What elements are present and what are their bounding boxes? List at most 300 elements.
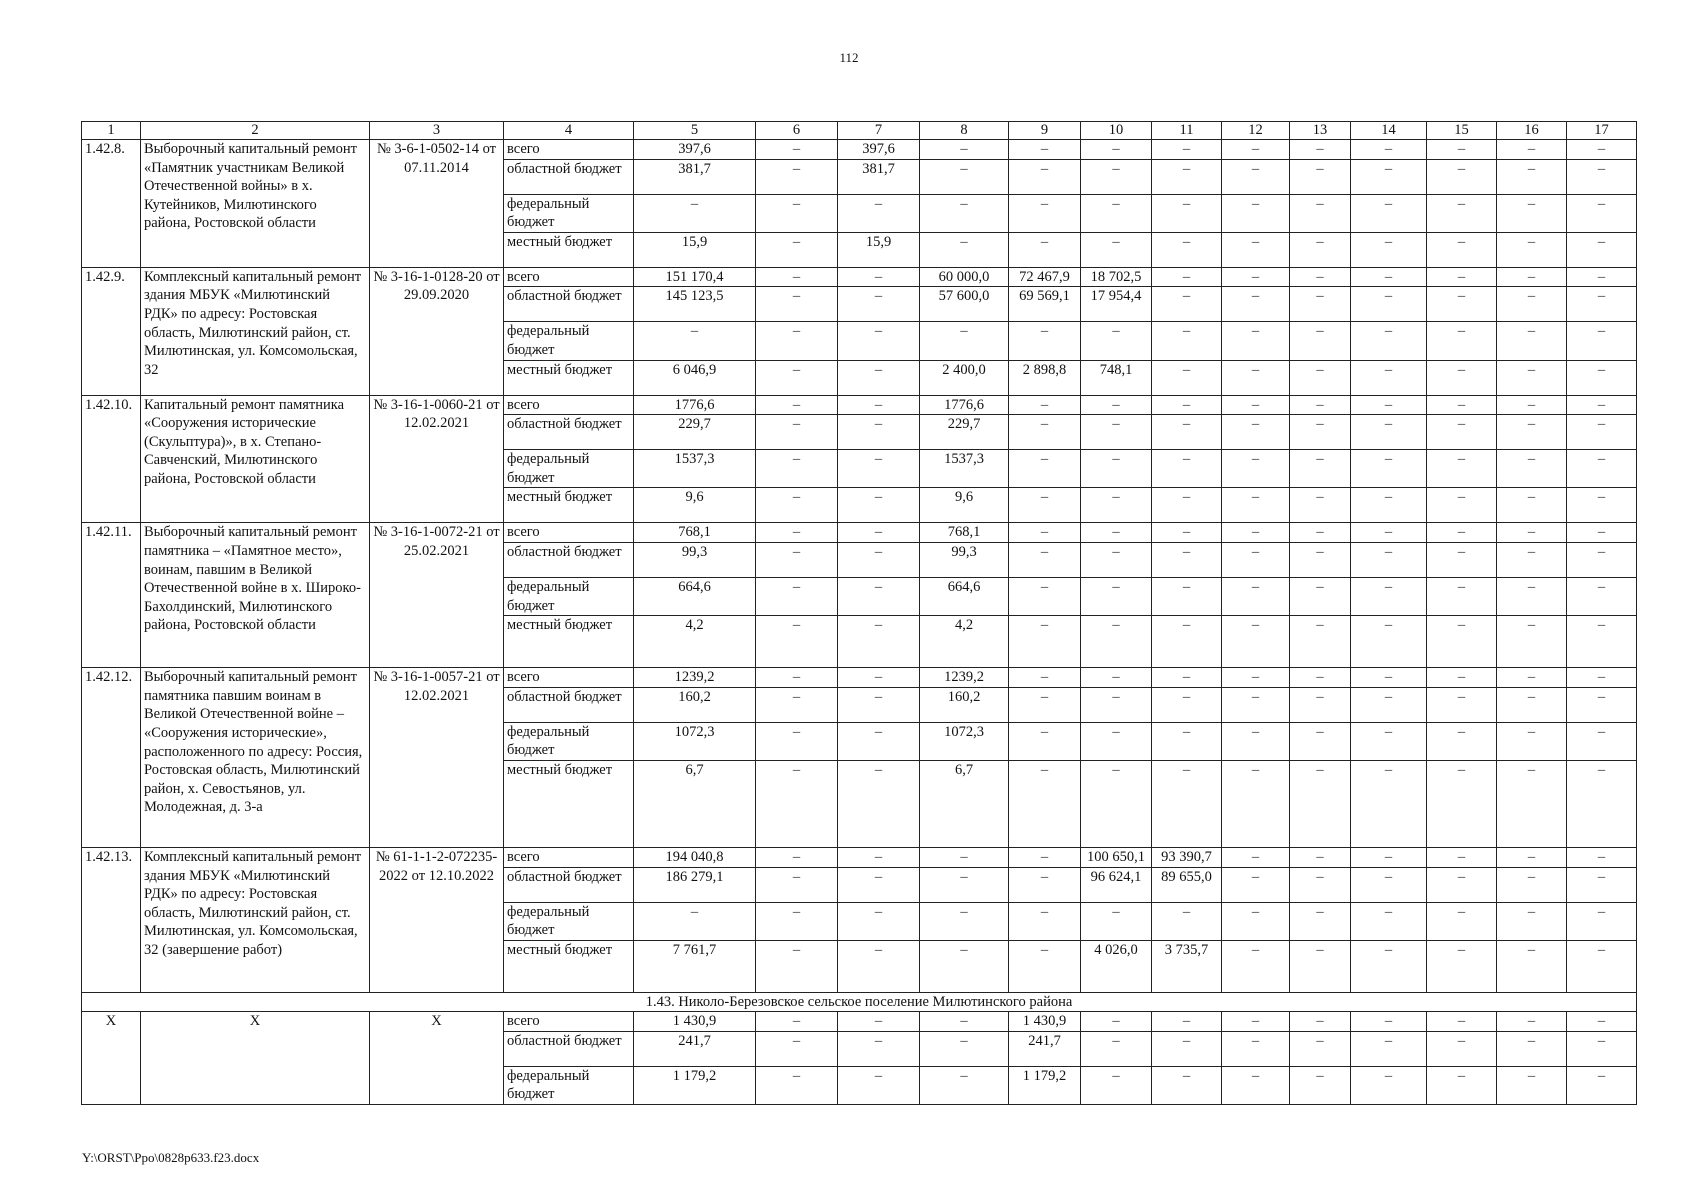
value-cell: – <box>920 867 1009 902</box>
value-cell: 241,7 <box>634 1031 756 1066</box>
value-cell: – <box>756 542 838 577</box>
value-cell: – <box>1222 616 1290 668</box>
funding-source: федеральный бюджет <box>504 722 634 760</box>
value-cell: – <box>1081 159 1152 194</box>
table-row <box>82 140 1637 160</box>
value-cell: 241,7 <box>1009 1031 1081 1066</box>
value-cell: – <box>1351 687 1427 722</box>
value-cell: – <box>1081 232 1152 267</box>
value-cell: 397,6 <box>838 140 920 160</box>
value-cell: 9,6 <box>920 488 1009 523</box>
value-cell: – <box>838 360 920 395</box>
value-cell: – <box>1222 360 1290 395</box>
value-cell: – <box>1351 1066 1427 1104</box>
value-cell: – <box>1351 1031 1427 1066</box>
value-cell: – <box>1290 722 1351 760</box>
value-cell: – <box>1351 322 1427 360</box>
value-cell: – <box>1009 523 1081 543</box>
value-cell: – <box>1290 940 1351 992</box>
funding-source: местный бюджет <box>504 940 634 992</box>
value-cell: – <box>920 322 1009 360</box>
value-cell: 9,6 <box>634 488 756 523</box>
value-cell: 6,7 <box>634 760 756 847</box>
value-cell: – <box>1009 687 1081 722</box>
value-cell: 151 170,4 <box>634 267 756 287</box>
column-header: 12 <box>1222 122 1290 140</box>
value-cell: – <box>1222 194 1290 232</box>
value-cell: – <box>1427 867 1497 902</box>
value-cell: – <box>1290 140 1351 160</box>
value-cell: – <box>1009 450 1081 488</box>
column-header: 6 <box>756 122 838 140</box>
value-cell: – <box>756 616 838 668</box>
value-cell: – <box>838 287 920 322</box>
value-cell: 1537,3 <box>920 450 1009 488</box>
value-cell: – <box>1222 687 1290 722</box>
value-cell: – <box>1427 687 1497 722</box>
funding-source: всего <box>504 523 634 543</box>
value-cell: – <box>1290 322 1351 360</box>
value-cell: – <box>1290 847 1351 867</box>
value-cell: – <box>1152 450 1222 488</box>
value-cell: – <box>1351 450 1427 488</box>
value-cell: – <box>1222 577 1290 615</box>
value-cell: 145 123,5 <box>634 287 756 322</box>
value-cell: 381,7 <box>634 159 756 194</box>
value-cell: – <box>756 523 838 543</box>
value-cell: – <box>838 760 920 847</box>
value-cell: – <box>838 847 920 867</box>
value-cell: – <box>1427 1031 1497 1066</box>
value-cell: – <box>1351 267 1427 287</box>
value-cell: – <box>1351 395 1427 415</box>
value-cell: 160,2 <box>634 687 756 722</box>
value-cell: 1072,3 <box>634 722 756 760</box>
funding-source: местный бюджет <box>504 760 634 847</box>
column-header: 17 <box>1567 122 1637 140</box>
value-cell: – <box>1081 322 1152 360</box>
value-cell: – <box>756 847 838 867</box>
value-cell: – <box>1081 542 1152 577</box>
value-cell: – <box>1497 267 1567 287</box>
value-cell: – <box>634 902 756 940</box>
table-body <box>82 122 1637 1105</box>
page-number: 112 <box>839 50 859 65</box>
value-cell: – <box>1351 542 1427 577</box>
value-cell: – <box>1351 760 1427 847</box>
value-cell: 229,7 <box>920 415 1009 450</box>
value-cell: – <box>1290 159 1351 194</box>
value-cell: – <box>1497 194 1567 232</box>
funding-source: местный бюджет <box>504 616 634 668</box>
column-header: 16 <box>1497 122 1567 140</box>
value-cell: 1239,2 <box>920 668 1009 688</box>
value-cell: – <box>838 450 920 488</box>
value-cell: – <box>1222 450 1290 488</box>
funding-source: областной бюджет <box>504 415 634 450</box>
value-cell: – <box>634 322 756 360</box>
value-cell: – <box>1497 232 1567 267</box>
value-cell: – <box>1222 940 1290 992</box>
column-header: 7 <box>838 122 920 140</box>
value-cell: – <box>1152 616 1222 668</box>
value-cell: – <box>1497 488 1567 523</box>
column-header: 8 <box>920 122 1009 140</box>
value-cell: – <box>1567 902 1637 940</box>
value-cell: – <box>1427 760 1497 847</box>
column-header: 3 <box>370 122 504 140</box>
value-cell: – <box>1222 232 1290 267</box>
value-cell: – <box>756 940 838 992</box>
value-cell: – <box>1567 668 1637 688</box>
value-cell: – <box>838 867 920 902</box>
value-cell: – <box>1497 1012 1567 1032</box>
value-cell: – <box>1427 722 1497 760</box>
value-cell: – <box>1152 488 1222 523</box>
value-cell: – <box>1152 360 1222 395</box>
value-cell: – <box>756 287 838 322</box>
value-cell: – <box>1351 1012 1427 1032</box>
value-cell: – <box>1427 668 1497 688</box>
value-cell: – <box>1351 140 1427 160</box>
project-document: № 3-6-1-0502-14 от 07.11.2014 <box>370 140 504 268</box>
value-cell: – <box>1497 322 1567 360</box>
value-cell: – <box>838 395 920 415</box>
value-cell: – <box>1427 940 1497 992</box>
value-cell: – <box>1152 415 1222 450</box>
value-cell: 1776,6 <box>634 395 756 415</box>
value-cell: – <box>1351 194 1427 232</box>
project-name: Комплексный капитальный ремонт здания МБУК «Милютинский РДК» по адресу: Ростовская область, Милютинский район, ст. Милютинская, ул. Комсомольская, 32 <box>141 267 370 395</box>
value-cell: – <box>1351 867 1427 902</box>
value-cell: – <box>1497 616 1567 668</box>
value-cell: – <box>1567 542 1637 577</box>
value-cell: 72 467,9 <box>1009 267 1081 287</box>
value-cell: – <box>1427 616 1497 668</box>
value-cell: – <box>838 194 920 232</box>
value-cell: – <box>1222 415 1290 450</box>
value-cell: – <box>1290 450 1351 488</box>
value-cell: – <box>838 940 920 992</box>
value-cell: – <box>1152 140 1222 160</box>
value-cell: 768,1 <box>634 523 756 543</box>
budget-table <box>81 121 1637 1105</box>
column-header: 2 <box>141 122 370 140</box>
value-cell: – <box>756 687 838 722</box>
column-header: 9 <box>1009 122 1081 140</box>
value-cell: – <box>1152 1031 1222 1066</box>
value-cell: – <box>1567 287 1637 322</box>
value-cell: – <box>838 415 920 450</box>
project-name: Капитальный ремонт памятника «Сооружения исторические (Скульптура)», в х. Степано-Савченский, Милютинского района, Ростовской области <box>141 395 370 523</box>
value-cell: – <box>756 395 838 415</box>
value-cell: – <box>1497 847 1567 867</box>
value-cell: – <box>1009 616 1081 668</box>
value-cell: – <box>1497 668 1567 688</box>
value-cell: 6,7 <box>920 760 1009 847</box>
value-cell: – <box>838 322 920 360</box>
value-cell: – <box>1081 523 1152 543</box>
value-cell: – <box>1497 687 1567 722</box>
value-cell: – <box>1222 523 1290 543</box>
value-cell: – <box>1009 159 1081 194</box>
value-cell: – <box>1497 523 1567 543</box>
value-cell: – <box>1567 194 1637 232</box>
column-header: 13 <box>1290 122 1351 140</box>
value-cell: – <box>1497 940 1567 992</box>
value-cell: – <box>1081 194 1152 232</box>
value-cell: – <box>1222 322 1290 360</box>
value-cell: – <box>756 902 838 940</box>
value-cell: – <box>1152 322 1222 360</box>
value-cell: – <box>1351 287 1427 322</box>
value-cell: – <box>1567 847 1637 867</box>
value-cell: – <box>1222 847 1290 867</box>
value-cell: – <box>1009 760 1081 847</box>
value-cell: 664,6 <box>634 577 756 615</box>
value-cell: – <box>1009 415 1081 450</box>
value-cell: 6 046,9 <box>634 360 756 395</box>
table-row <box>82 847 1637 867</box>
value-cell: – <box>1427 140 1497 160</box>
value-cell: – <box>920 159 1009 194</box>
project-document: № 3-16-1-0060-21 от 12.02.2021 <box>370 395 504 523</box>
value-cell: – <box>1290 232 1351 267</box>
value-cell: 57 600,0 <box>920 287 1009 322</box>
value-cell: – <box>1222 668 1290 688</box>
section-number: Х <box>82 1012 141 1105</box>
table-row <box>82 395 1637 415</box>
value-cell: – <box>1009 194 1081 232</box>
value-cell: – <box>1351 847 1427 867</box>
value-cell: – <box>1351 415 1427 450</box>
section-name: Х <box>141 1012 370 1105</box>
section-document: Х <box>370 1012 504 1105</box>
value-cell: – <box>1567 322 1637 360</box>
funding-source: всего <box>504 668 634 688</box>
value-cell: – <box>838 616 920 668</box>
funding-source: областной бюджет <box>504 1031 634 1066</box>
value-cell: – <box>1351 159 1427 194</box>
value-cell: – <box>1152 194 1222 232</box>
value-cell: – <box>1152 1066 1222 1104</box>
value-cell: – <box>1290 287 1351 322</box>
value-cell: – <box>756 267 838 287</box>
value-cell: – <box>1152 1012 1222 1032</box>
value-cell: – <box>838 902 920 940</box>
value-cell: – <box>1222 760 1290 847</box>
value-cell: 397,6 <box>634 140 756 160</box>
project-document: № 3-16-1-0072-21 от 25.02.2021 <box>370 523 504 668</box>
funding-source: областной бюджет <box>504 159 634 194</box>
value-cell: – <box>1427 360 1497 395</box>
value-cell: – <box>1009 322 1081 360</box>
value-cell: – <box>1081 1031 1152 1066</box>
value-cell: 186 279,1 <box>634 867 756 902</box>
value-cell: – <box>1152 902 1222 940</box>
value-cell: – <box>1081 415 1152 450</box>
value-cell: – <box>1009 722 1081 760</box>
value-cell: – <box>838 1066 920 1104</box>
value-cell: – <box>1427 267 1497 287</box>
value-cell: – <box>1497 902 1567 940</box>
value-cell: – <box>1152 687 1222 722</box>
value-cell: – <box>1290 1012 1351 1032</box>
funding-source: федеральный бюджет <box>504 194 634 232</box>
value-cell: – <box>1497 1031 1567 1066</box>
value-cell: – <box>1222 1066 1290 1104</box>
value-cell: – <box>920 1031 1009 1066</box>
value-cell: – <box>1290 488 1351 523</box>
value-cell: – <box>1009 488 1081 523</box>
table-row <box>82 1012 1637 1032</box>
value-cell: – <box>756 722 838 760</box>
value-cell: – <box>1222 488 1290 523</box>
project-name: Комплексный капитальный ремонт здания МБУК «Милютинский РДК» по адресу: Ростовская область, Милютинский район, ст. Милютинская, ул. Комсомольская, 32 (завершение работ) <box>141 847 370 992</box>
value-cell: – <box>1290 616 1351 668</box>
value-cell: – <box>756 577 838 615</box>
column-header: 11 <box>1152 122 1222 140</box>
value-cell: – <box>1009 140 1081 160</box>
funding-source: федеральный бюджет <box>504 450 634 488</box>
value-cell: – <box>1222 902 1290 940</box>
value-cell: 15,9 <box>634 232 756 267</box>
value-cell: – <box>920 1066 1009 1104</box>
value-cell: – <box>756 668 838 688</box>
column-header: 1 <box>82 122 141 140</box>
project-number: 1.42.12. <box>82 668 141 848</box>
value-cell: – <box>1427 523 1497 543</box>
value-cell: – <box>1567 267 1637 287</box>
value-cell: – <box>1351 722 1427 760</box>
value-cell: – <box>1290 867 1351 902</box>
value-cell: – <box>1081 1066 1152 1104</box>
value-cell: – <box>1009 577 1081 615</box>
project-document: № 3-16-1-0128-20 от 29.09.2020 <box>370 267 504 395</box>
value-cell: – <box>1081 395 1152 415</box>
value-cell: – <box>1497 450 1567 488</box>
value-cell: – <box>756 1066 838 1104</box>
funding-source: федеральный бюджет <box>504 322 634 360</box>
value-cell: – <box>1567 867 1637 902</box>
value-cell: – <box>838 687 920 722</box>
value-cell: – <box>1152 760 1222 847</box>
funding-source: местный бюджет <box>504 488 634 523</box>
value-cell: – <box>1290 1066 1351 1104</box>
value-cell: – <box>1152 267 1222 287</box>
value-cell: – <box>1152 287 1222 322</box>
value-cell: – <box>1351 902 1427 940</box>
value-cell: – <box>756 450 838 488</box>
column-header: 14 <box>1351 122 1427 140</box>
value-cell: 160,2 <box>920 687 1009 722</box>
project-number: 1.42.11. <box>82 523 141 668</box>
value-cell: – <box>920 940 1009 992</box>
value-cell: – <box>1427 287 1497 322</box>
value-cell: – <box>1290 577 1351 615</box>
funding-source: всего <box>504 1012 634 1032</box>
column-header: 4 <box>504 122 634 140</box>
value-cell: – <box>1222 159 1290 194</box>
funding-source: федеральный бюджет <box>504 577 634 615</box>
footer-file-path: Y:\ORST\Ppo\0828p633.f23.docx <box>82 1150 260 1165</box>
value-cell: – <box>838 1012 920 1032</box>
value-cell: – <box>1290 1031 1351 1066</box>
value-cell: – <box>1497 140 1567 160</box>
value-cell: – <box>1290 668 1351 688</box>
value-cell: – <box>1152 542 1222 577</box>
value-cell: – <box>1497 577 1567 615</box>
value-cell: 664,6 <box>920 577 1009 615</box>
funding-source: областной бюджет <box>504 542 634 577</box>
funding-source: областной бюджет <box>504 867 634 902</box>
value-cell: – <box>838 267 920 287</box>
value-cell: – <box>1222 140 1290 160</box>
value-cell: – <box>1567 760 1637 847</box>
value-cell: 89 655,0 <box>1152 867 1222 902</box>
value-cell: – <box>1222 267 1290 287</box>
value-cell: – <box>1567 1031 1637 1066</box>
value-cell: – <box>1152 577 1222 615</box>
value-cell: – <box>1351 360 1427 395</box>
value-cell: – <box>756 194 838 232</box>
value-cell: – <box>1152 395 1222 415</box>
value-cell: – <box>1081 722 1152 760</box>
value-cell: – <box>1009 668 1081 688</box>
value-cell: – <box>1497 395 1567 415</box>
value-cell: – <box>1497 760 1567 847</box>
value-cell: – <box>1497 159 1567 194</box>
value-cell: – <box>1427 577 1497 615</box>
value-cell: – <box>1427 1012 1497 1032</box>
project-name: Выборочный капитальный ремонт памятника – «Памятное место», воинам, павшим в Великой Отечественной войне в х. Широко-Бахолдинский, Милютинского района, Ростовской области <box>141 523 370 668</box>
funding-source: федеральный бюджет <box>504 1066 634 1104</box>
value-cell: – <box>1009 542 1081 577</box>
value-cell: – <box>1222 395 1290 415</box>
value-cell: 4,2 <box>634 616 756 668</box>
value-cell: – <box>1152 159 1222 194</box>
value-cell: – <box>1567 687 1637 722</box>
section-row <box>82 992 1637 1012</box>
value-cell: – <box>1290 687 1351 722</box>
value-cell: 1239,2 <box>634 668 756 688</box>
funding-source: всего <box>504 395 634 415</box>
value-cell: – <box>838 577 920 615</box>
value-cell: – <box>756 140 838 160</box>
value-cell: 1776,6 <box>920 395 1009 415</box>
value-cell: – <box>1152 523 1222 543</box>
value-cell: – <box>1009 847 1081 867</box>
value-cell: – <box>1290 267 1351 287</box>
column-header: 15 <box>1427 122 1497 140</box>
value-cell: 100 650,1 <box>1081 847 1152 867</box>
value-cell: – <box>1497 867 1567 902</box>
value-cell: – <box>1351 488 1427 523</box>
value-cell: – <box>1152 232 1222 267</box>
project-document: № 61-1-1-2-072235-2022 от 12.10.2022 <box>370 847 504 992</box>
funding-source: местный бюджет <box>504 360 634 395</box>
value-cell: 99,3 <box>920 542 1009 577</box>
value-cell: – <box>1081 577 1152 615</box>
value-cell: – <box>1290 760 1351 847</box>
table-row <box>82 523 1637 543</box>
project-number: 1.42.10. <box>82 395 141 523</box>
table-row <box>82 668 1637 688</box>
header-row <box>82 122 1637 140</box>
value-cell: 748,1 <box>1081 360 1152 395</box>
value-cell: – <box>756 867 838 902</box>
value-cell: – <box>1081 488 1152 523</box>
